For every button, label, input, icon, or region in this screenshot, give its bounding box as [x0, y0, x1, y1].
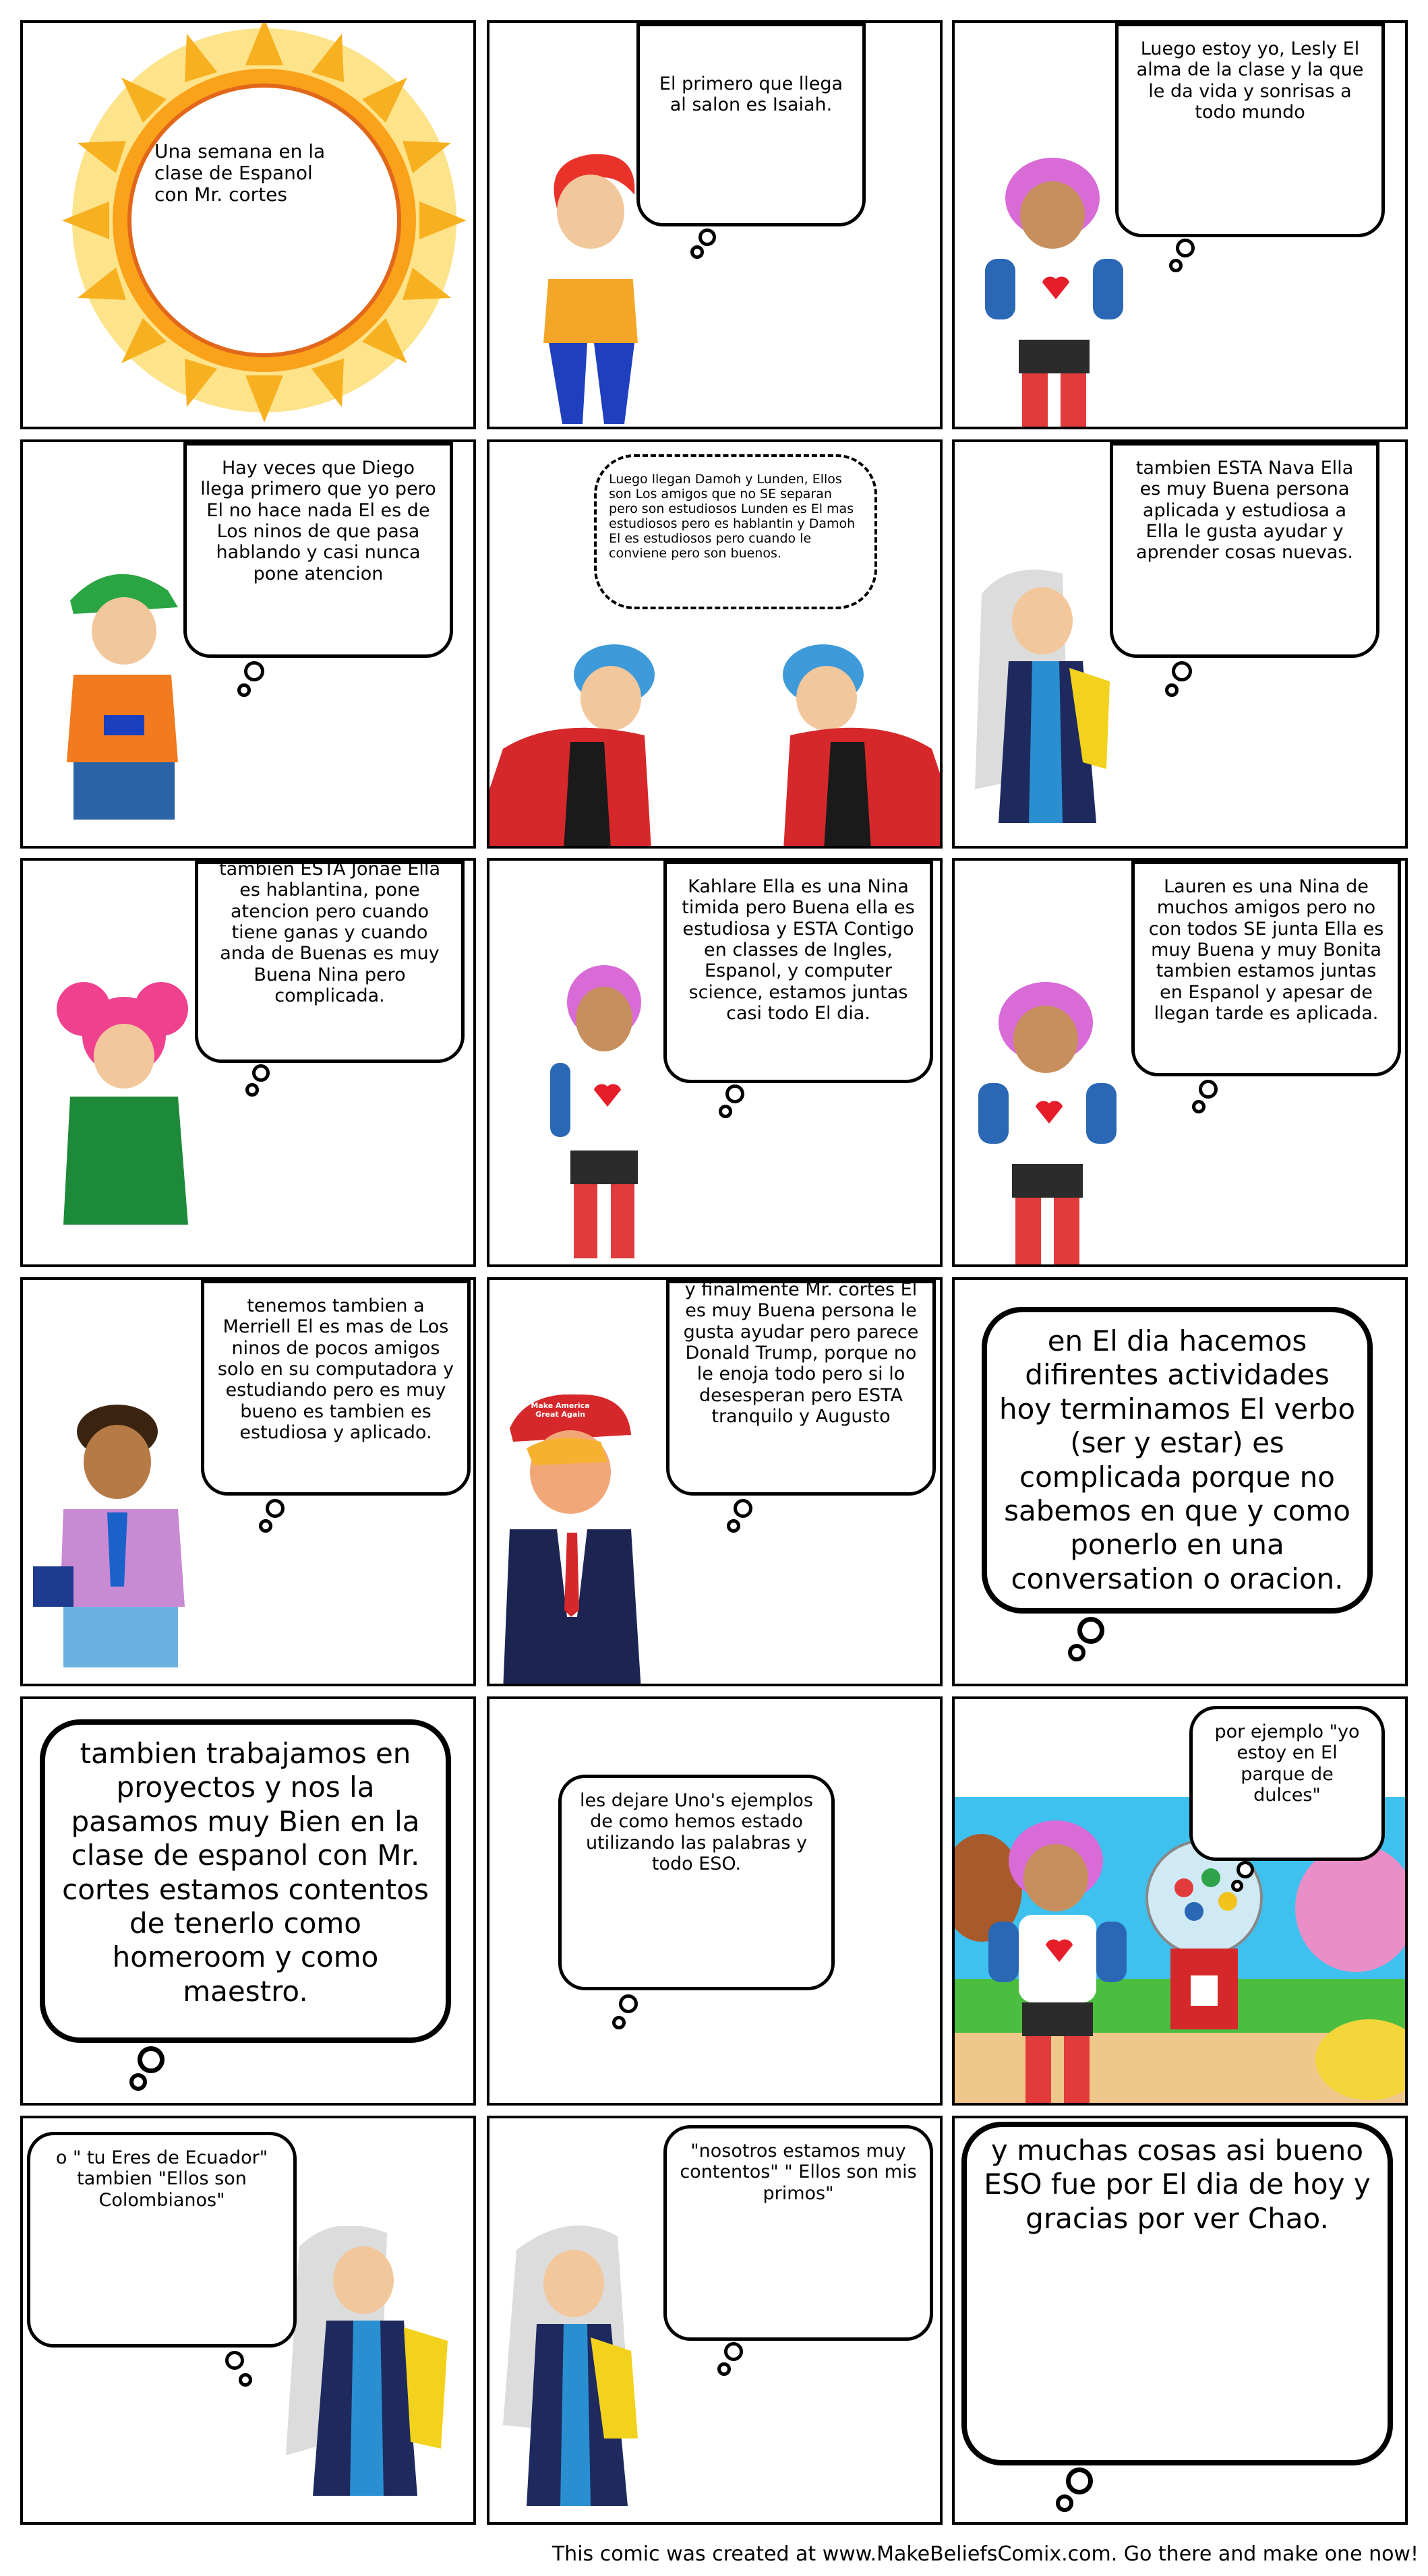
panel-7 [20, 858, 476, 1267]
speech-text: y finalmente Mr. cortes El es muy Buena persona le gusta ayudar pero parece Donald Trump, porque no le enoja todo pero si lo desesperan pero ESTA tranquilo y Augusto [683, 1279, 919, 1427]
speech-bubble [982, 1307, 1373, 1614]
bubble-tail [225, 2351, 244, 2370]
panel-12 [952, 1277, 1408, 1686]
bubble-tail [1231, 1880, 1243, 1892]
speech-bubble [663, 861, 933, 1083]
bubble-tail [138, 2046, 165, 2073]
speech-text: por ejemplo "yo estoy en El parque de dulces" [1214, 1721, 1360, 1806]
bubble-tail [698, 228, 716, 246]
panel-4 [20, 439, 476, 849]
character-lauren [965, 975, 1140, 1267]
panel-8 [487, 858, 943, 1267]
bubble-tail [619, 1994, 638, 2013]
character-diego [33, 560, 208, 849]
speech-text: en El dia hacemos difirentes actividades hoy terminamos El verbo (ser y estar) es complicada porque no sabemos en que y como ponerlo en una conversation o oracion. [999, 1324, 1356, 1595]
speech-text: Hay veces que Diego llega primero que yo pero El no hace nada El es de Los ninos de que pasa hablando y casi nunca pone atencion [200, 458, 436, 584]
bubble-tail [266, 1499, 285, 1518]
panel-16 [20, 2116, 476, 2525]
sun-illustration [23, 23, 476, 429]
panel-11 [487, 1277, 943, 1686]
character-damoh-lunden [489, 634, 943, 849]
bubble-tail [1169, 259, 1183, 272]
speech-text: les dejare Uno's ejemplos de como hemos estado utilizando las palabras y todo ESO. [580, 1790, 813, 1874]
bubble-tail [245, 1083, 259, 1097]
bubble-tail [1237, 1861, 1254, 1878]
bubble-tail [1068, 1644, 1085, 1661]
panel-18 [952, 2116, 1408, 2525]
bubble-tail [734, 1499, 752, 1518]
thought-text: Luego llegan Damoh y Lunden, Ellos son Los amigos que no SE separan pero son estudiosos Lunden es El mas estudiosos pero es hablantin y Damoh El es estudiosos pero cuando le conviene pero son buenos. [609, 472, 856, 561]
bubble-tail [719, 1105, 732, 1118]
speech-bubble [1115, 23, 1385, 237]
panel-10 [20, 1277, 476, 1686]
speech-bubble [201, 1280, 471, 1496]
speech-text: Lauren es una Nina de muchos amigos pero no con todos SE junta Ella es muy Buena y muy Bonita tambien estamos juntas en Espanol y apesar de llegan tarde es aplicada. [1148, 876, 1384, 1024]
footer-credit: This comic was created at www.MakeBeliefsComix.com. Go there and make one now! [552, 2542, 1419, 2566]
bubble-tail [612, 2016, 626, 2029]
caption-text: Una semana en la clase de Espanol con Mr. cortes [154, 140, 326, 206]
bubble-tail [1165, 683, 1179, 697]
character-jonae [30, 982, 218, 1267]
speech-bubble [636, 23, 866, 226]
bubble-tail [244, 661, 264, 681]
speech-text: y muchas cosas asi bueno ESO fue por El dia de hoy y gracias por ver Chao. [984, 2134, 1371, 2235]
speech-bubble [1131, 861, 1401, 1076]
bubble-tail [129, 2073, 147, 2091]
bubble-tail [239, 2373, 252, 2387]
bubble-tail [1199, 1080, 1218, 1099]
panel-2 [487, 20, 943, 429]
bubble-tail [727, 1519, 740, 1533]
bubble-tail [1176, 239, 1195, 257]
character-mr-cortes [500, 1394, 675, 1686]
panel-17 [487, 2116, 943, 2525]
speech-bubble [961, 2122, 1393, 2465]
character-nava [272, 2226, 461, 2523]
speech-bubble [27, 2132, 297, 2348]
bubble-tail [724, 2342, 743, 2361]
panel-13 [20, 1696, 476, 2106]
character-lesly [975, 1814, 1150, 2106]
bubble-tail [237, 683, 251, 697]
bubble-tail [1056, 2494, 1073, 2512]
panel-5 [487, 439, 943, 849]
speech-text: tambien ESTA Jonae Ella es hablantina, pone atencion pero cuando tiene ganas y cuando anda de Buenas es muy Buena Nina pero complicada. [219, 859, 440, 1006]
speech-bubble [558, 1775, 835, 1990]
speech-bubble [666, 1280, 936, 1496]
bubble-tail [1192, 1100, 1206, 1113]
character-kahlare [530, 962, 665, 1265]
hat-text: Make America Great Again [531, 1401, 590, 1419]
speech-bubble [40, 1719, 451, 2043]
panel-14 [487, 1696, 943, 2106]
speech-bubble [1110, 442, 1379, 658]
speech-text: o " tu Eres de Ecuador" tambien "Ellos son Colombianos" [55, 2147, 268, 2211]
speech-text: El primero que llega al salon es Isaiah. [659, 73, 843, 116]
bubble-tail [1077, 1617, 1104, 1644]
bubble-tail [717, 2362, 731, 2376]
speech-text: "nosotros estamos muy contentos" " Ellos son mis primos" [680, 2141, 917, 2204]
speech-bubble [195, 861, 465, 1063]
speech-bubble [183, 442, 453, 658]
speech-bubble [663, 2125, 933, 2341]
panel-9 [952, 858, 1408, 1267]
speech-text: tambien trabajamos en proyectos y nos la pasamos muy Bien en la clase de espanol con Mr. cortes estamos contentos de tenerlo como homeroom y como maestro. [62, 1737, 429, 2008]
speech-text: tenemos tambien a Merriell El es mas de Los ninos de pocos amigos solo en su computadora y estudiando pero es muy bueno es tambien es estudiosa y aplicado. [217, 1295, 454, 1443]
panel-15 [952, 1696, 1408, 2106]
bubble-tail [725, 1084, 744, 1103]
speech-text: Kahlare Ella es una Nina timida pero Buena ella es estudiosa y ESTA Contigo en classes de Ingles, Espanol, y computer science, estamos juntas casi todo El dia. [682, 876, 915, 1024]
bubble-tail [252, 1064, 270, 1082]
panel-1 [20, 20, 476, 429]
bubble-tail [1172, 661, 1192, 681]
bubble-tail [1066, 2467, 1093, 2494]
bubble-tail [259, 1519, 272, 1533]
speech-text: Luego estoy yo, Lesly El alma de la clase y la que le da vida y sonrisas a todo mundo [1136, 38, 1364, 123]
speech-text: tambien ESTA Nava Ella es muy Buena persona aplicada y estudiosa a Ella le gusta ayudar y aprender cosas nuevas. [1135, 458, 1354, 563]
speech-bubble [1189, 1706, 1385, 1861]
bubble-tail [690, 245, 704, 259]
thought-bubble [594, 454, 877, 609]
panel-3 [952, 20, 1408, 429]
panel-6 [952, 439, 1408, 849]
